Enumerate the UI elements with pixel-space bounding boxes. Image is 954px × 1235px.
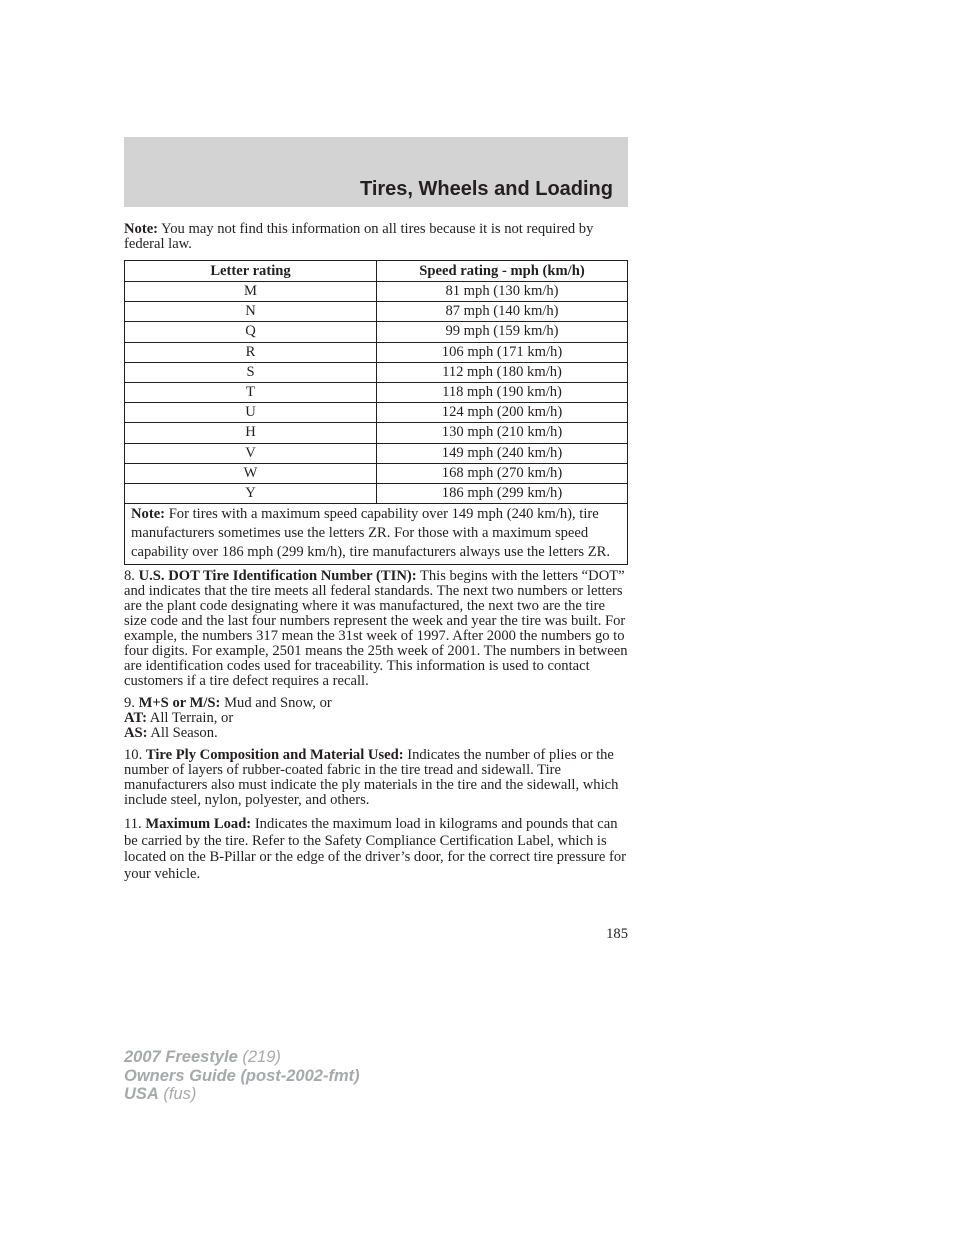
footer-line-1 xyxy=(124,1048,360,1067)
item-text: Indicates the maximum load in kilograms and pounds that can be carried by the tire. Refer to the Safety Compliance Certification Label, which is located on the B-Pillar or the edge of the driver’s door, for the correct tire pressure for your vehicle. xyxy=(124,816,627,882)
speed-cell: 124 mph (200 km/h) xyxy=(377,403,628,423)
item-8-tin xyxy=(124,569,628,689)
intro-note xyxy=(124,222,628,252)
letter-cell: W xyxy=(125,463,377,483)
letter-cell: Y xyxy=(125,483,377,503)
footer-market: USA xyxy=(124,1085,159,1103)
table-row xyxy=(125,322,628,342)
speed-cell: 87 mph (140 km/h) xyxy=(377,302,628,322)
table-row xyxy=(125,342,628,362)
table-row xyxy=(125,302,628,322)
item-9-terrain xyxy=(124,696,628,741)
letter-cell: T xyxy=(125,382,377,402)
item-label: Tire Ply Composition and Material Used: xyxy=(145,747,404,764)
letter-cell: V xyxy=(125,443,377,463)
table-row xyxy=(125,483,628,503)
speed-cell: 99 mph (159 km/h) xyxy=(377,322,628,342)
speed-cell: 106 mph (171 km/h) xyxy=(377,342,628,362)
item-label: M+S or M/S: xyxy=(138,695,221,712)
intro-note-text: You may not find this information on all tires because it is not required by federal law. xyxy=(124,221,594,252)
letter-cell: Q xyxy=(125,322,377,342)
item-11-maximum-load xyxy=(124,816,628,882)
table-row xyxy=(125,423,628,443)
item-number: 11. xyxy=(124,816,146,833)
letter-cell: M xyxy=(125,282,377,302)
header-letter-rating: Letter rating xyxy=(125,261,377,282)
table-row xyxy=(125,463,628,483)
section-header-band xyxy=(124,137,628,207)
document-footer xyxy=(124,1048,360,1104)
item-number: 9. xyxy=(124,695,139,712)
speed-cell: 118 mph (190 km/h) xyxy=(377,382,628,402)
page-number: 185 xyxy=(606,926,628,942)
speed-rating-table xyxy=(124,260,628,565)
footer-line-2 xyxy=(124,1067,360,1086)
letter-cell: H xyxy=(125,423,377,443)
table-header-row xyxy=(125,261,628,282)
intro-note-label: Note: xyxy=(124,221,159,237)
header-speed-rating: Speed rating - mph (km/h) xyxy=(377,261,628,282)
footer-model-code: (219) xyxy=(237,1048,281,1066)
speed-cell: 112 mph (180 km/h) xyxy=(377,362,628,382)
item-label: U.S. DOT Tire Identification Number (TIN): xyxy=(138,568,417,585)
footer-line-3 xyxy=(124,1085,360,1104)
letter-cell: N xyxy=(125,302,377,322)
footer-guide: Owners Guide (post-2002-fmt) xyxy=(124,1066,360,1085)
item-label: Maximum Load: xyxy=(145,816,252,833)
table-row xyxy=(125,382,628,402)
letter-cell: S xyxy=(125,362,377,382)
footer-market-code: (fus) xyxy=(158,1085,197,1103)
item-10-ply-composition xyxy=(124,748,628,808)
speed-cell: 168 mph (270 km/h) xyxy=(377,463,628,483)
table-row xyxy=(125,282,628,302)
section-title: Tires, Wheels and Loading xyxy=(359,178,613,200)
item-text: Mud and Snow, or xyxy=(220,695,332,712)
letter-cell: U xyxy=(125,403,377,423)
table-note-row xyxy=(125,504,628,565)
table-row xyxy=(125,362,628,382)
speed-cell: 149 mph (240 km/h) xyxy=(377,443,628,463)
item-number: 10. xyxy=(124,747,146,764)
letter-cell: R xyxy=(125,342,377,362)
item-text: Indicates the number of plies or the number of layers of rubber-coated fabric in the tire tread and sidewall. Tire manufacturers also must indicate the ply materials in the tire and the sidewall, which include steel, nylon, polyester, and others. xyxy=(124,747,619,809)
footer-model: 2007 Freestyle xyxy=(124,1048,238,1066)
speed-cell: 186 mph (299 km/h) xyxy=(377,483,628,503)
item-text: All Season. xyxy=(147,725,218,742)
table-row xyxy=(125,443,628,463)
speed-cell: 81 mph (130 km/h) xyxy=(377,282,628,302)
table-note xyxy=(125,504,628,565)
item-label: AS: xyxy=(124,725,148,742)
item-text: All Terrain, or xyxy=(146,710,234,727)
table-note-text: For tires with a maximum speed capability over 149 mph (240 km/h), tire manufacturers sometimes use the letters ZR. For those with a maximum speed capability over 186 mph (299 km/h), tire manufacturers always use the letters ZR. xyxy=(131,506,611,561)
item-number: 8. xyxy=(124,568,139,585)
item-text: This begins with the letters “DOT” and indicates that the tire meets all federal standards. The next two numbers or letters are the plant code designating where it was manufactured, the next two are the tire size code and the last four numbers represent the week and year the tire was built. For example, the numbers 317 mean the 31st week of 1997. After 2000 the numbers go to four digits. For example, 2501 means the 25th week of 2001. The numbers in between are identification codes used for traceability. This information is used to contact customers if a tire defect requires a recall. xyxy=(124,568,628,690)
table-note-label: Note: xyxy=(131,506,166,523)
item-label: AT: xyxy=(124,710,147,727)
table-row xyxy=(125,403,628,423)
page-content xyxy=(124,222,628,882)
speed-cell: 130 mph (210 km/h) xyxy=(377,423,628,443)
